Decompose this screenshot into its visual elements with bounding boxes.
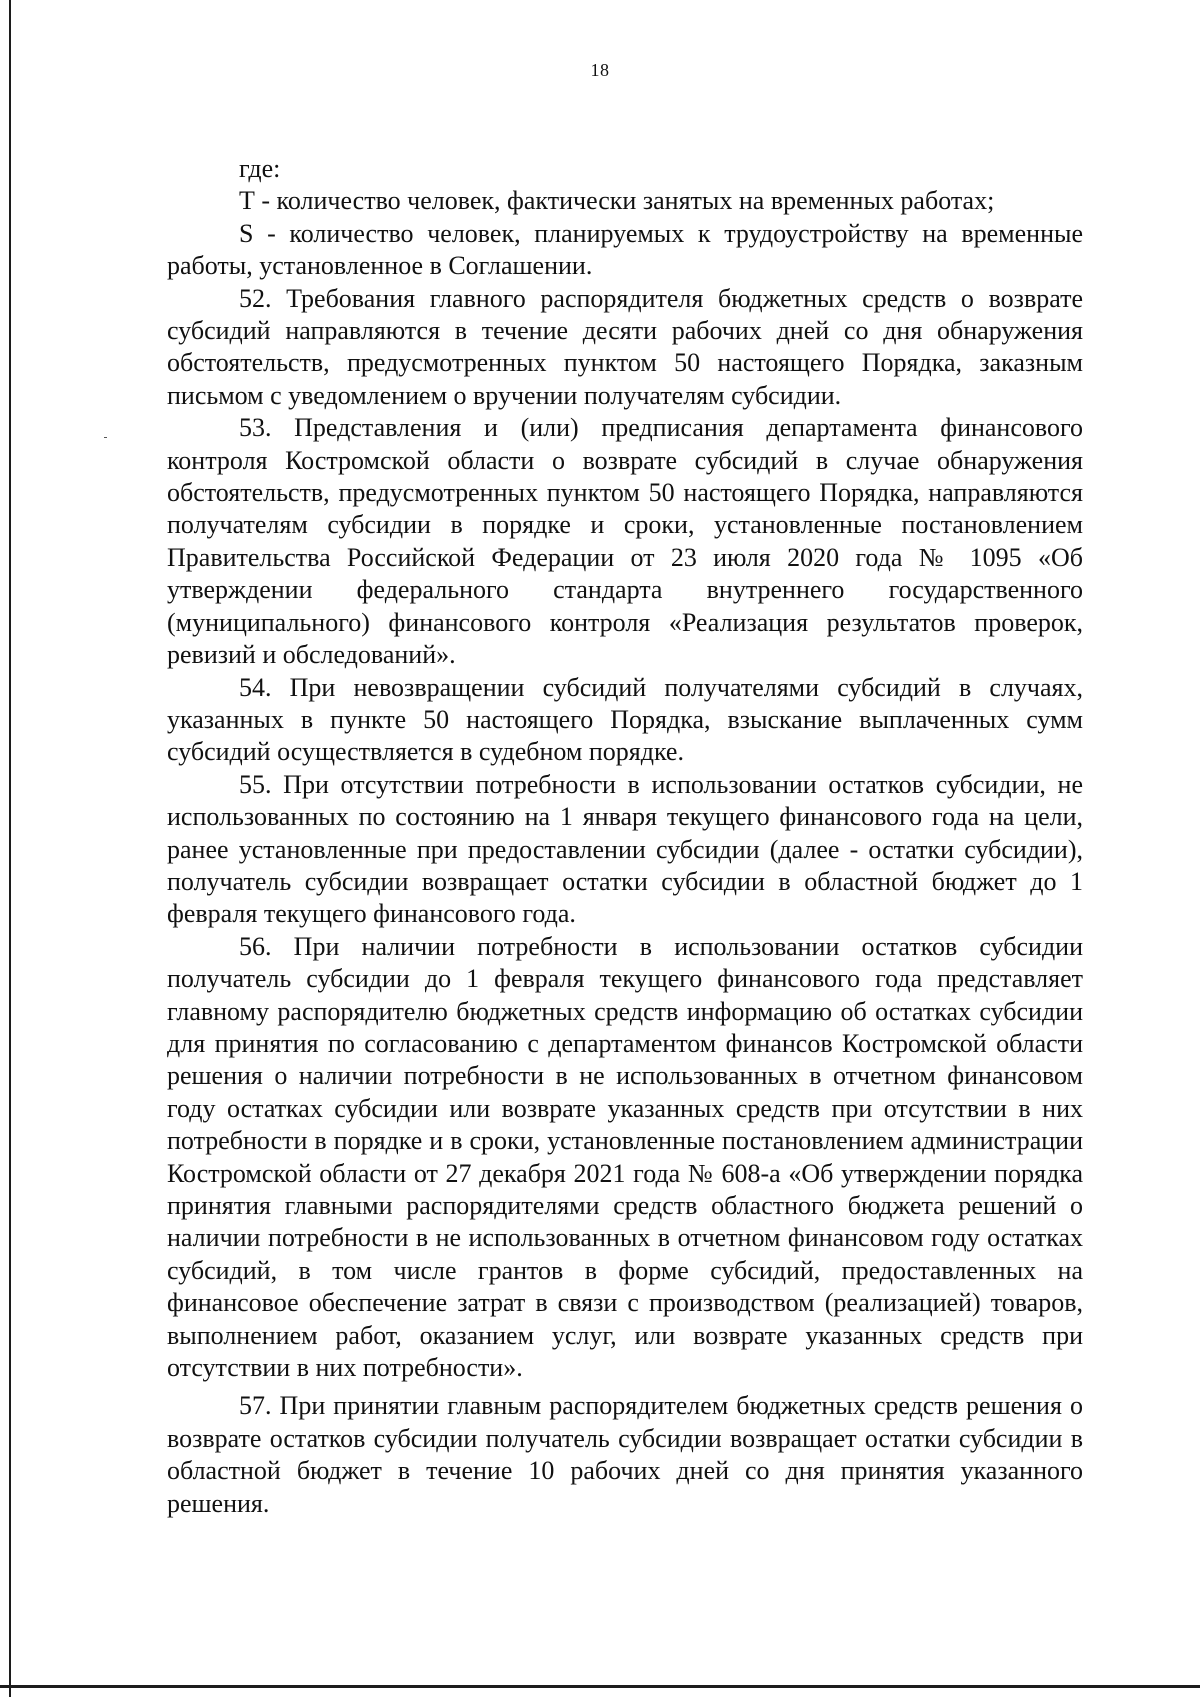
paragraph-item-52: 52. Требования главного распорядителя бюджетных средств о возврате субсидий направляются в течение десяти рабочих дней со дня обнаружения обстоятельств, предусмотренных пунктом 50 настоящего Порядка, заказным письмом с уведомлением о вручении получателям субсидии.	[167, 283, 1083, 410]
paragraph-item-53: 53. Представления и (или) предписания департамента финансового контроля Костромской области о возврате субсидий в случае обнаружения обстоятельств, предусмотренных пунктом 50 настоящего Порядка, направляются получателям субсидии в порядке и сроки, установленные постановлением Правительства Российской Федерации от 23 июля 2020 года № 1095 «Об утверждении федерального стандарта внутреннего государственного (муниципального) финансового контроля «Реализация результатов проверок, ревизий и обследований».	[167, 413, 1083, 670]
paragraph-where: где:	[239, 154, 281, 183]
document-body	[167, 153, 1083, 1520]
scan-left-border	[9, 0, 11, 1697]
paragraph-item-56: 56. При наличии потребности в использовании остатков субсидии получатель субсидии до 1 февраля текущего финансового года представляет главному распорядителю бюджетных средств информацию об остатках субсидии для принятия по согласованию с департаментом финансов Костромской области решения о наличии потребности в не использованных в отчетном финансовом году остатках субсидии или возврате указанных средств при отсутствии в них потребности в порядке и в сроки, установленные постановлением администрации Костромской области от 27 декабря 2021 года № 608-а «Об утверждении порядка принятия главными распорядителями средств областного бюджета решений о наличии потребности в не использованных в отчетном финансовом году остатках субсидий, в том числе грантов в форме субсидий, предоставленных на финансовое обеспечение затрат в связи с производством (реализацией) товаров, выполнением работ, оказанием услуг, или возврате указанных средств при отсутствии в них потребности».	[167, 931, 1083, 1383]
paragraph-s-definition: S - количество человек, планируемых к трудоустройству на временные работы, установленное в Соглашении.	[167, 218, 1083, 281]
margin-mark	[104, 437, 107, 438]
paragraph-t-definition: Т - количество человек, фактически занятых на временных работах;	[239, 186, 995, 216]
paragraph-item-54: 54. При невозвращении субсидий получателями субсидий в случаях, указанных в пункте 50 настоящего Порядка, взыскание выплаченных сумм субсидий осуществляется в судебном порядке.	[167, 672, 1083, 767]
paragraph-item-57: 57. При принятии главным распорядителем бюджетных средств решения о возврате остатков субсидии получатель субсидии возвращает остатки субсидии в областной бюджет в течение 10 рабочих дней со дня принятия указанного решения.	[167, 1391, 1083, 1518]
page-number: 18	[590, 60, 610, 80]
paragraph-item-55: 55. При отсутствии потребности в использовании остатков субсидии, не использованных по состоянию на 1 января текущего финансового года на цели, ранее установленные при предоставлении субсидии (далее - остатки субсидии), получатель субсидии возвращает остатки субсидии в областной бюджет до 1 февраля текущего финансового года.	[167, 769, 1083, 929]
scan-bottom-border	[0, 1685, 1200, 1688]
